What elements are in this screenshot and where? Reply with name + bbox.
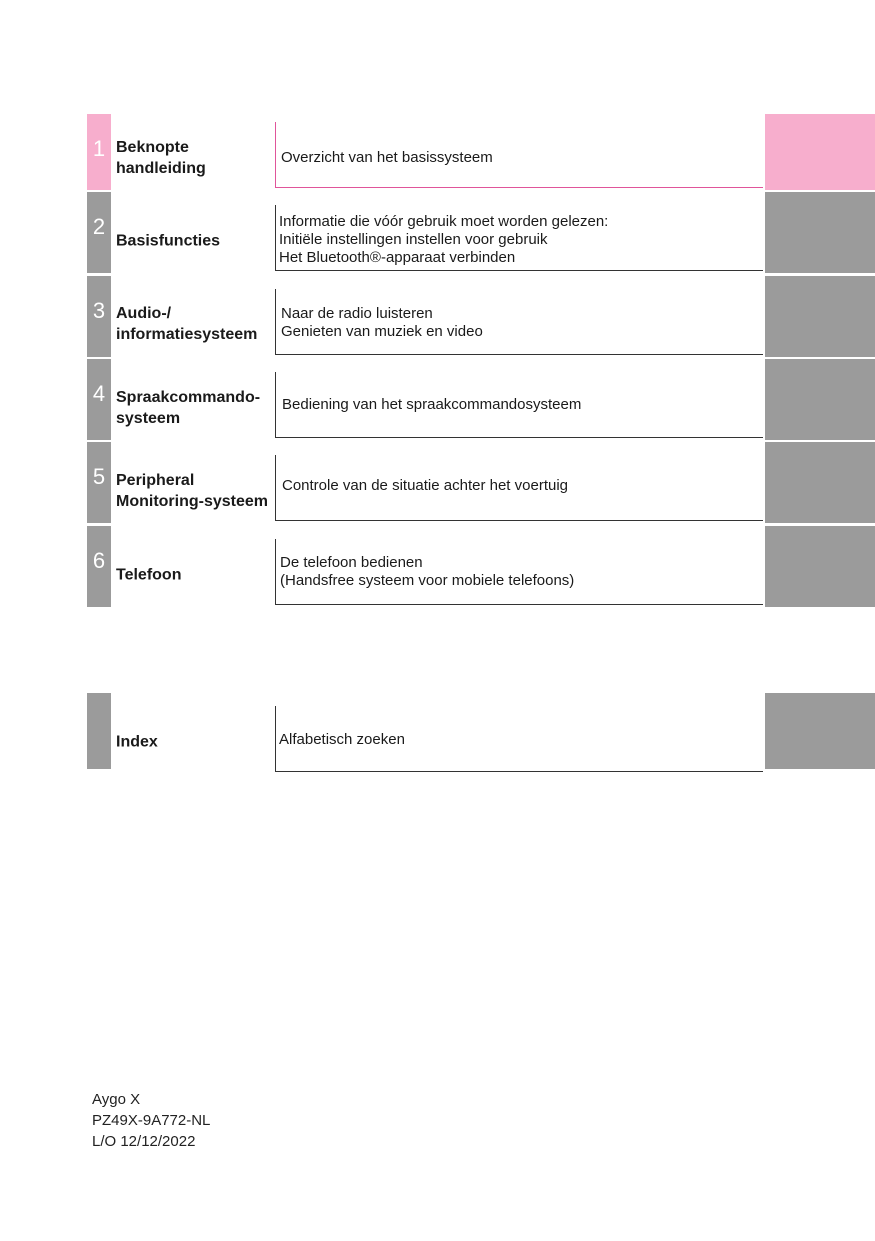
chapter-row-1[interactable] [0, 114, 875, 190]
chapter-title[interactable]: Audio-/ informatiesysteem [116, 305, 258, 343]
description-line: (Handsfree systeem voor mobiele telefoons) [280, 572, 575, 589]
chapter-number-tab: 5 [87, 442, 111, 523]
index-description [275, 706, 763, 772]
chapter-title[interactable]: Spraakcommando- systeem [116, 389, 261, 427]
chapter-row-6[interactable] [0, 526, 875, 607]
description-line: Initiële instellingen instellen voor gebruik [279, 231, 548, 248]
chapter-number-tab: 3 [87, 276, 111, 357]
chapter-description [275, 205, 763, 271]
chapter-number-tab: 1 [87, 114, 111, 190]
thumb-index-tab[interactable] [765, 359, 875, 440]
thumb-index-tab[interactable] [765, 526, 875, 607]
document-footer [92, 1089, 210, 1152]
thumb-index-tab[interactable] [765, 192, 875, 273]
model-name: Aygo X [92, 1091, 141, 1108]
chapter-row-2[interactable] [0, 192, 875, 273]
chapter-description [275, 372, 763, 438]
description-line: Overzicht van het basissysteem [281, 149, 493, 166]
layout-date: L/O 12/12/2022 [92, 1133, 196, 1150]
thumb-index-tab[interactable] [765, 693, 875, 769]
description-line: Informatie die vóór gebruik moet worden gelezen: [279, 213, 609, 230]
thumb-index-tab[interactable] [765, 276, 875, 357]
chapter-description [275, 539, 763, 605]
chapter-title[interactable]: Beknopte handleiding [116, 139, 206, 177]
index-row[interactable] [0, 693, 875, 769]
chapter-row-5[interactable] [0, 442, 875, 523]
thumb-index-tab[interactable] [765, 114, 875, 190]
chapter-row-3[interactable] [0, 276, 875, 357]
chapter-row-4[interactable] [0, 359, 875, 440]
chapter-description [275, 289, 763, 355]
chapter-title[interactable]: Basisfuncties [116, 232, 221, 250]
chapter-title[interactable]: Telefoon [116, 566, 182, 584]
document-code: PZ49X-9A772-NL [92, 1112, 211, 1129]
chapter-number-tab: 4 [87, 359, 111, 440]
description-line: Het Bluetooth®-apparaat verbinden [279, 249, 516, 266]
description-line: Genieten van muziek en video [281, 323, 483, 340]
index-title[interactable]: Index [116, 733, 158, 751]
chapter-description [275, 455, 763, 521]
description-line: Controle van de situatie achter het voertuig [282, 477, 569, 494]
index-tab [87, 693, 111, 769]
chapter-number-tab: 2 [87, 192, 111, 273]
description-line: Bediening van het spraakcommandosysteem [282, 396, 582, 413]
chapter-title[interactable]: Peripheral Monitoring-systeem [116, 472, 269, 510]
description-line: Alfabetisch zoeken [279, 731, 405, 748]
chapter-description [275, 122, 763, 188]
thumb-index-tab[interactable] [765, 442, 875, 523]
chapter-number-tab: 6 [87, 526, 111, 607]
description-line: De telefoon bedienen [280, 554, 423, 571]
description-line: Naar de radio luisteren [281, 305, 433, 322]
